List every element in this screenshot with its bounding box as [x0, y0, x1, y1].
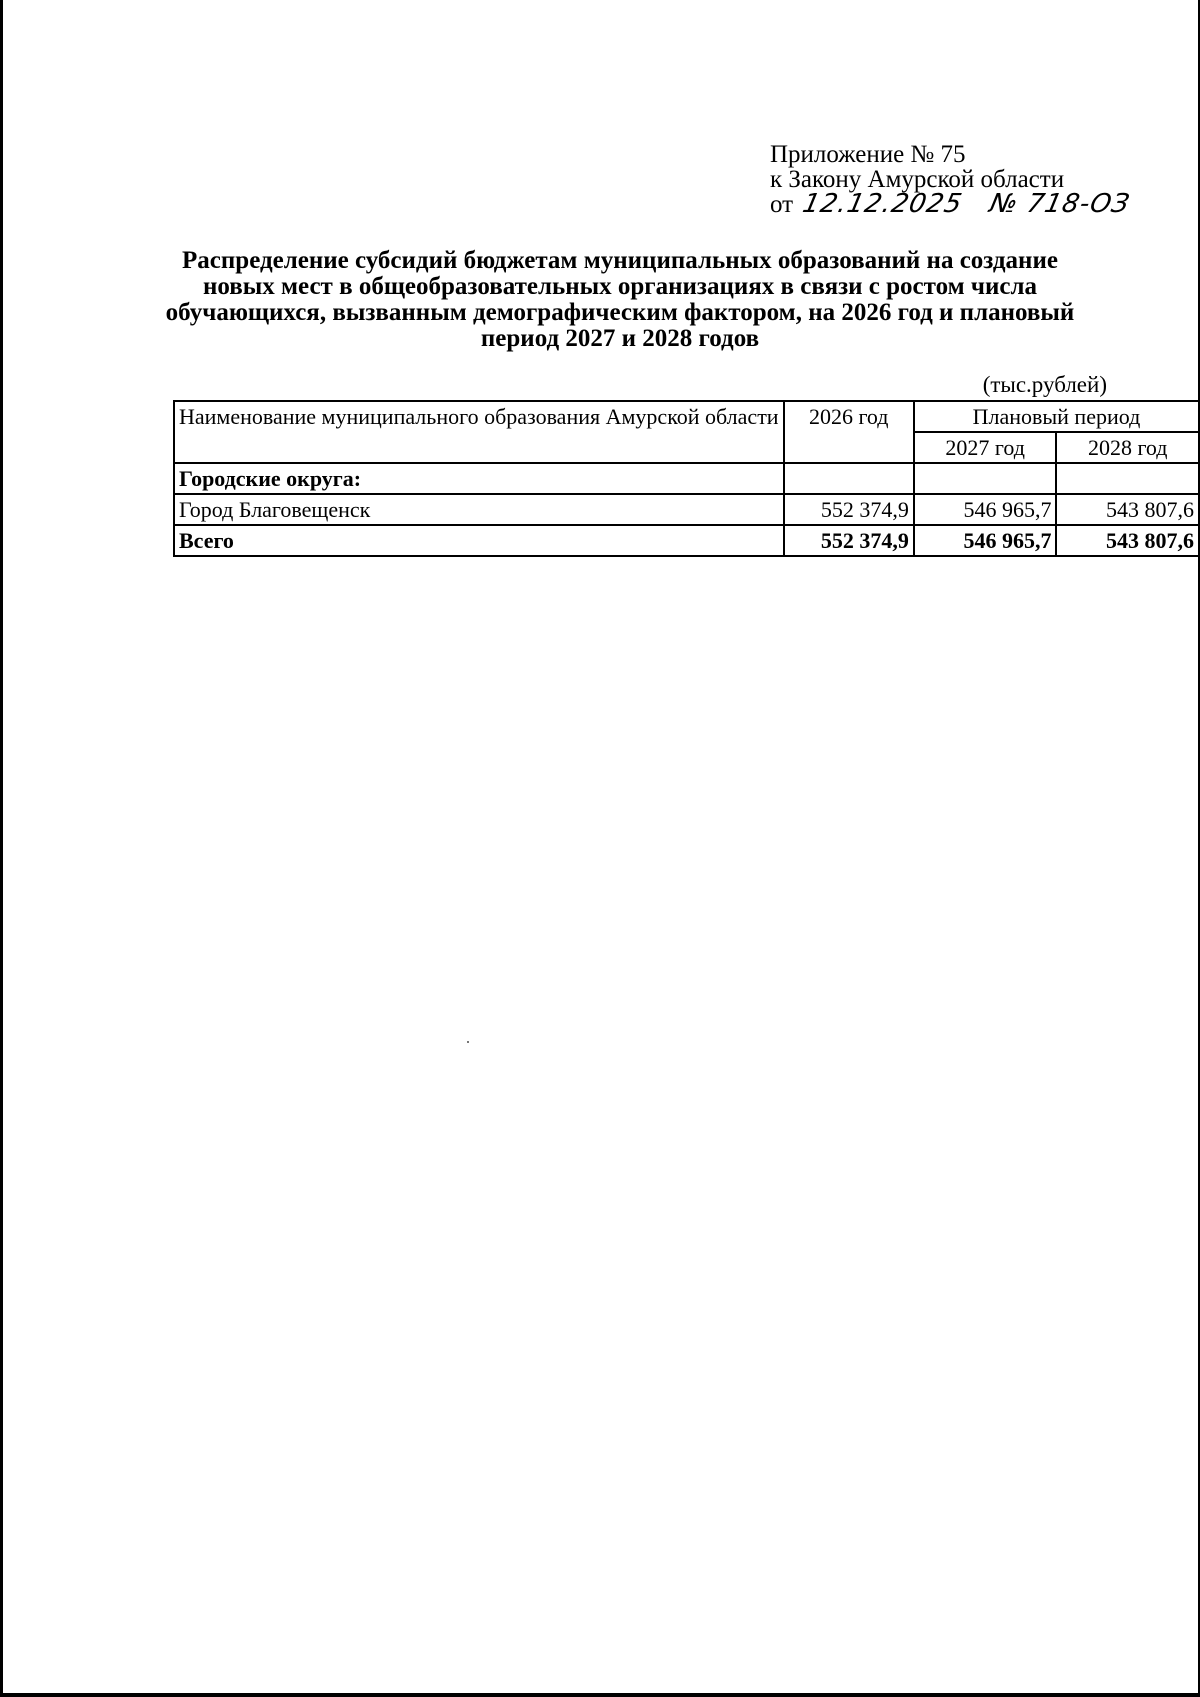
row-value-2028: 543 807,6: [1056, 494, 1199, 525]
total-value-2027: 546 965,7: [914, 525, 1057, 556]
scan-border-bottom: [0, 1693, 1200, 1697]
handwritten-date: 12.12.2025: [800, 189, 966, 219]
total-value-2028: 543 807,6: [1056, 525, 1199, 556]
row-name: Город Благовещенск: [174, 494, 784, 525]
table-total-row: [174, 525, 1199, 556]
header-municipality-name: Наименование муниципального образования Амурской области: [174, 401, 784, 463]
empty-cell: [784, 463, 914, 494]
handwritten-law-number: № 718-ОЗ: [986, 189, 1133, 219]
header-year-2028: 2028 год: [1056, 432, 1199, 463]
empty-cell: [914, 463, 1057, 494]
total-label: Всего: [174, 525, 784, 556]
header-year-2026: 2026 год: [784, 401, 914, 463]
unit-label: (тыс.рублей): [982, 372, 1107, 397]
section-label: Городские округа:: [174, 463, 784, 494]
scan-border-left: [0, 0, 3, 1697]
annex-number: Приложение № 75: [770, 141, 966, 168]
annex-header: [770, 141, 1133, 219]
header-planned-period: Плановый период: [914, 401, 1199, 432]
annex-law-reference: к Закону Амурской области: [770, 166, 1065, 193]
annex-date-line: [770, 189, 1133, 219]
table-row: [174, 494, 1199, 525]
table-header-row: [174, 401, 1199, 432]
scan-speck: [467, 1041, 469, 1043]
subsidy-table: [173, 400, 1200, 557]
row-value-2026: 552 374,9: [784, 494, 914, 525]
row-value-2027: 546 965,7: [914, 494, 1057, 525]
header-year-2027: 2027 год: [914, 432, 1057, 463]
total-value-2026: 552 374,9: [784, 525, 914, 556]
empty-cell: [1056, 463, 1199, 494]
table-section-row: [174, 463, 1199, 494]
document-title: Распределение субсидий бюджетам муниципальных образований на создание новых мест в общеобразовательных организациях в связи с ростом числа обучающихся, вызванным демографическим фактором, на 2026 год и плановый период 2027 и 2028 годов: [165, 247, 1075, 352]
annex-date-prefix: от: [770, 191, 794, 218]
